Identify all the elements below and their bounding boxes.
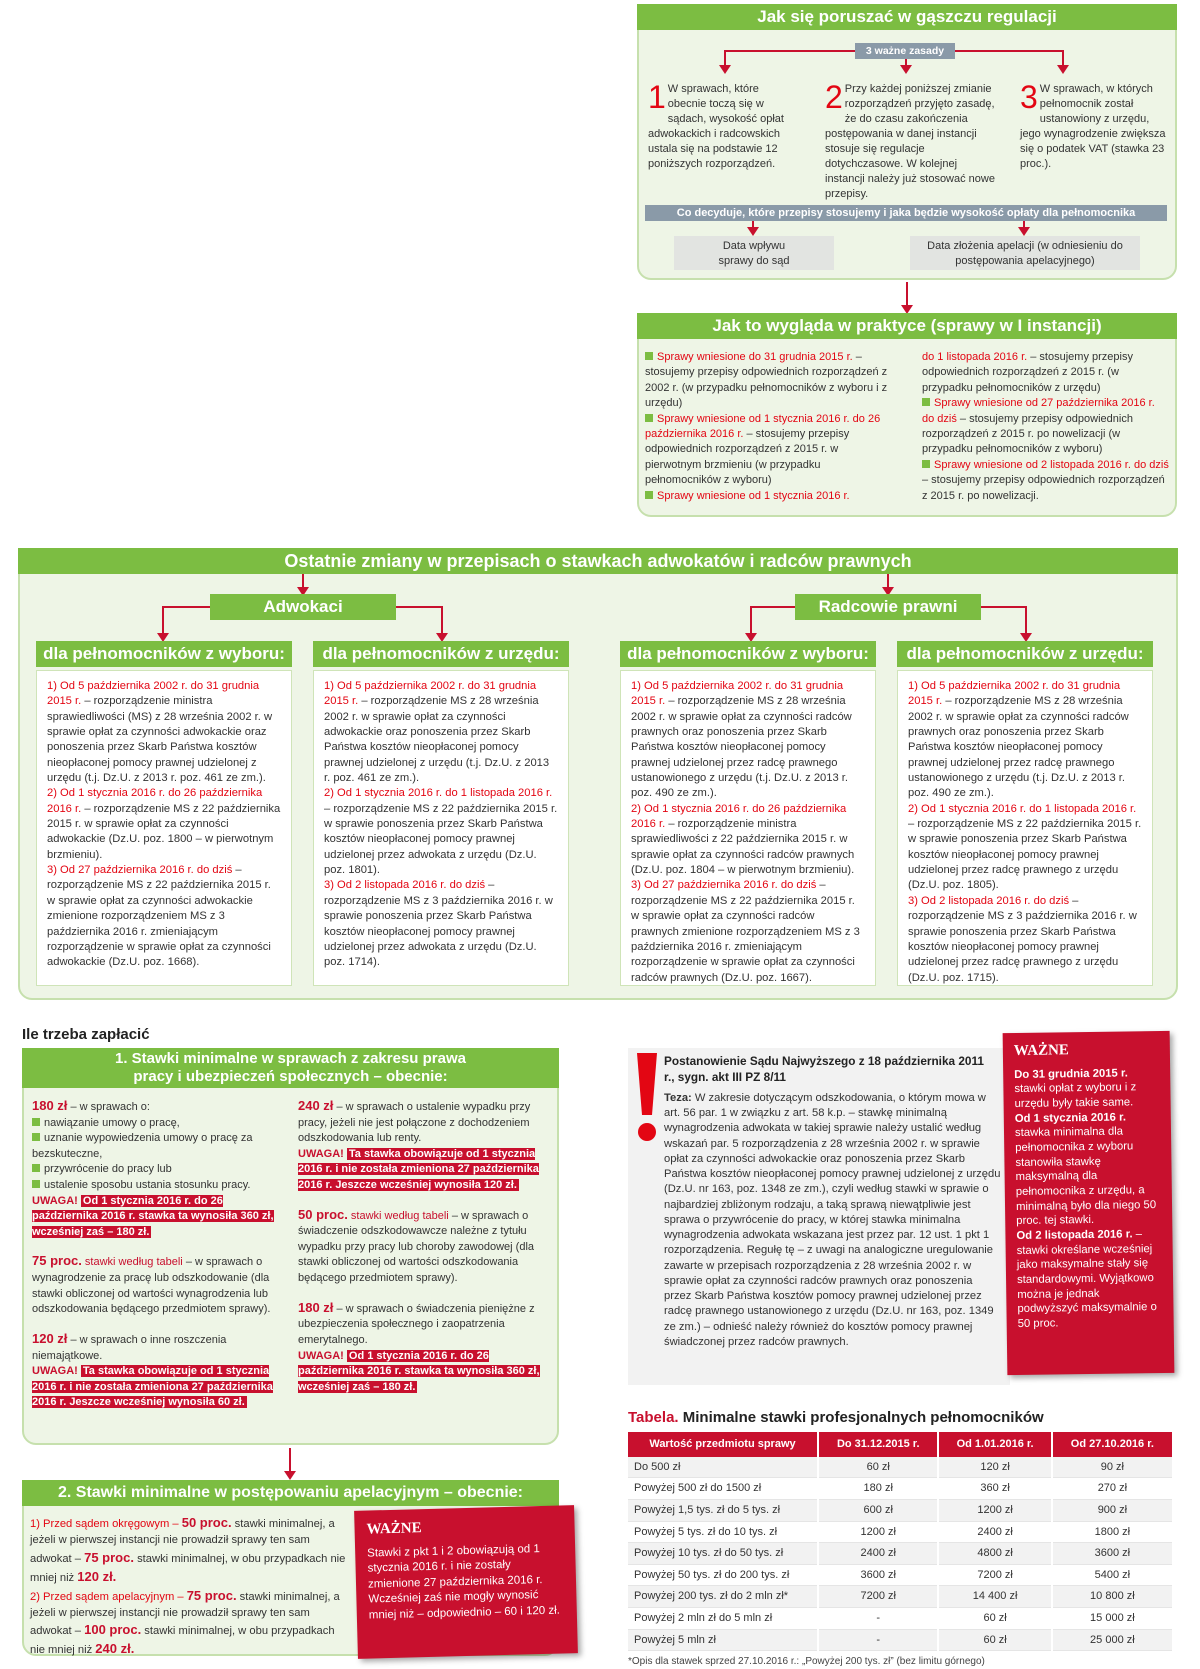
teza-label: Teza: bbox=[664, 1092, 692, 1104]
date-label: Od 1 stycznia 2016 r. bbox=[1014, 1110, 1127, 1125]
rate-text: – w sprawach o wynagrodzenie za pracę lub odszkodowanie (dla stawki obliczonej od wartości wynagrodzenia lub odszkodowania będącego przedmiotem sprawy). bbox=[32, 1256, 271, 1316]
rates-col-left bbox=[32, 1097, 277, 1411]
table-cell: 1200 zł bbox=[818, 1521, 938, 1543]
table-row bbox=[628, 1499, 1173, 1521]
bullet-icon bbox=[32, 1133, 40, 1141]
table-cell: 4800 zł bbox=[938, 1543, 1051, 1565]
connector bbox=[981, 606, 1026, 608]
arrow bbox=[905, 59, 907, 72]
column-header: Od 27.10.2016 r. bbox=[1052, 1432, 1173, 1457]
column-header: Do 31.12.2015 r. bbox=[818, 1432, 938, 1457]
table-title-text: Minimalne stawki profesjonalnych pełnomocników bbox=[678, 1409, 1044, 1426]
practice-col-right bbox=[922, 350, 1170, 504]
bullet-icon bbox=[645, 352, 653, 360]
regulation-text: – rozporządzenie MS z 28 września 2002 r. w sprawie opłat za czynności adwokackie oraz ponoszenia przez Skarb Państwa kosztów nieopłaconej pomocy prawnej udzielonej z urzędu (t.j. Dz.U. z 2013 r. poz. 461 ze zm.). bbox=[324, 695, 550, 785]
bullet-icon bbox=[32, 1118, 40, 1126]
rates-table bbox=[628, 1432, 1174, 1669]
rate-value: 240 zł bbox=[298, 1098, 334, 1113]
warning-text: Ta stawka obowiązuje od 1 stycznia 2016 r. i nie została zmieniona 27 października 2016 r. Jeszcze wcześniej wynosiła 120 zł. bbox=[298, 1147, 539, 1192]
table-footnote: *Opis dla stawek sprzed 27.10.2016 r.: „Powyżej 200 tys. zł” (bez limitu górnego) bbox=[628, 1656, 985, 1668]
table-cell: 60 zł bbox=[938, 1629, 1051, 1651]
table-cell: 1800 zł bbox=[1052, 1521, 1173, 1543]
table-row bbox=[628, 1586, 1173, 1608]
rate-value: 180 zł bbox=[32, 1098, 68, 1113]
table-row bbox=[628, 1629, 1173, 1651]
rule-2 bbox=[825, 79, 995, 202]
arrow bbox=[289, 1448, 291, 1478]
important-text: – stawki określane wcześniej jako maksymalne stały się standardowymi. Wyjątkowo można je jednak podwyższyć maksymalnie o 50 proc. bbox=[1016, 1228, 1157, 1330]
table-cell: 7200 zł bbox=[818, 1586, 938, 1608]
rate-text: stawki minimalnej, a jeżeli w pierwszej instancji nie prowadził sprawy ten sam adwokat – bbox=[30, 1590, 340, 1638]
bullet-icon bbox=[32, 1164, 40, 1172]
regulation-text: – rozporządzenie MS z 28 września 2002 r. w sprawie opłat za czynności radców prawnych oraz ponoszenia przez Skarb Państwa kosztów nieopłaconej pomocy prawnej udzielonej przez radcę prawnego ustanowionego z urzędu (t.j. Dz.U. z 2013 r. poz. 490 ze zm.). bbox=[631, 695, 852, 800]
rate-text: stawki minimalnej, w obu przypadkach nie mniej niż bbox=[30, 1625, 335, 1657]
radcowie-label: Radcowie prawni bbox=[795, 594, 981, 620]
period-label: 1) Od 5 października 2002 r. do 31 grudnia 2015 r. bbox=[908, 680, 1121, 708]
regulations-title: Jak się poruszać w gąszczu regulacji bbox=[637, 4, 1177, 30]
important-box-appeal bbox=[354, 1505, 578, 1659]
table-cell: Powyżej 2 mln zł do 5 mln zł bbox=[628, 1608, 818, 1630]
regulation-text: – rozporządzenie MS z 22 października 2015 r. w sprawie opłat za czynności adwokackie zmienione rozporządzeniem MS z 3 października 2016 r. zmieniającym rozporządzenie w sprawie opłat za czynności adwokackie (Dz.U. poz. 1668). bbox=[47, 864, 271, 969]
arrow bbox=[752, 221, 754, 234]
regulation-text: – rozporządzenie MS z 3 października 2016 r. w sprawie ponoszenia przez Skarb Państwa kosztów nieopłaconej pomocy prawnej udzielonej przez adwokata z urzędu (Dz.U. poz. 1714). bbox=[324, 879, 553, 969]
rate-text: – w sprawach o świadczenia pieniężne z ubezpieczenia społecznego i zaopatrzenia emerytalnego. bbox=[298, 1302, 535, 1346]
col-header-wybor: dla pełnomocników z wyboru: bbox=[36, 641, 292, 667]
connector bbox=[396, 606, 442, 608]
arrow bbox=[162, 606, 164, 640]
important-text: stawka minimalna dla pełnomocnika z wyboru stanowiła stawkę maksymalną dla pełnomocnika z urzędu, a minimalną było dla niego 50 proc. tej stawki. bbox=[1014, 1125, 1157, 1228]
warning-label: UWAGA! bbox=[298, 1147, 344, 1160]
column-header: Wartość przedmiotu sprawy bbox=[628, 1432, 818, 1457]
decide-label: Co decyduje, które przepisy stosujemy i jaka będzie wysokość opłaty dla pełnomocnika bbox=[645, 205, 1167, 221]
col-header-urzad: dla pełnomocników z urzędu: bbox=[313, 641, 569, 667]
table-cell: 90 zł bbox=[1052, 1457, 1173, 1478]
table-cell: 600 zł bbox=[818, 1499, 938, 1521]
list-item: uznanie wypowiedzenia umowy o pracę za bezskuteczne, bbox=[32, 1132, 253, 1160]
period-label: 3) Od 2 listopada 2016 r. do dziś bbox=[908, 894, 1070, 907]
important-title: WAŻNE bbox=[366, 1520, 422, 1538]
table-cell: - bbox=[818, 1629, 938, 1651]
warning-label: UWAGA! bbox=[298, 1349, 344, 1362]
arrow bbox=[441, 606, 443, 640]
important-box bbox=[1003, 1031, 1175, 1375]
table-cell: 180 zł bbox=[818, 1478, 938, 1500]
rule-text: W sprawach, w których pełnomocnik został ustanowiony z urzędu, jego wynagrodzenie zwiększa się o podatek VAT (stawka 23 proc.). bbox=[1020, 83, 1166, 170]
rule-text: Przy każdej poniższej zmianie rozporządzeń przyjęto zasadę, że do czasu zakończenia postępowania w danej instancji stosuje się regulacje dotychczasowe. W kolejnej instancji należy już stosować nowe przepisy. bbox=[825, 83, 995, 200]
regulation-text: – rozporządzenie MS z 22 października 2015 r. w sprawie opłat za czynności adwokackie (Dz.U. poz. 1800 – w pierwotnym brzmieniu). bbox=[47, 802, 281, 861]
table-cell: 10 800 zł bbox=[1052, 1586, 1173, 1608]
period-text: – stosujemy przepisy odpowiednich rozporządzeń z 2015 r. po nowelizacji. bbox=[922, 474, 1165, 502]
table-cell: Powyżej 10 tys. zł do 50 tys. zł bbox=[628, 1543, 818, 1565]
table-title-label: Tabela. bbox=[628, 1409, 679, 1426]
period-label: 1) Od 5 października 2002 r. do 31 grudnia 2015 r. bbox=[631, 680, 844, 708]
warning-label: UWAGA! bbox=[32, 1365, 78, 1378]
rate-label: stawki według tabeli bbox=[84, 1256, 183, 1269]
rate-value: 75 proc. bbox=[32, 1253, 82, 1269]
period-text: – stosujemy przepisy odpowiednich rozporządzeń z 2002 r. (w przypadku pełnomocników z wyboru i z urzędu) bbox=[645, 351, 888, 410]
bullet-icon bbox=[645, 491, 653, 499]
list-item: nawiązanie umowy o pracę, bbox=[44, 1116, 180, 1129]
adwokaci-wybor-list bbox=[36, 670, 292, 986]
date-label: Od 2 listopada 2016 r. bbox=[1016, 1228, 1133, 1242]
rules-connector bbox=[725, 50, 855, 52]
rate-value: 75 proc. bbox=[186, 1587, 237, 1603]
period-label: Sprawy wniesione do 31 grudnia 2015 r. bbox=[657, 351, 853, 363]
table-row bbox=[628, 1564, 1173, 1586]
adwokaci-label: Adwokaci bbox=[210, 594, 396, 620]
regulation-text: – rozporządzenie MS z 22 października 2015 r. w sprawie ponoszenia przez Skarb Państwa kosztów nieopłaconej pomocy prawnej udzielonej przez adwokata z urzędu (Dz.U. poz. 1801). bbox=[324, 802, 558, 877]
regulation-text: – rozporządzenie MS z 3 października 2016 r. w sprawie ponoszenia przez Skarb Państwa kosztów nieopłaconej pomocy prawnej udzielonej przez radcę prawnego z urzędu (Dz.U. poz. 1715). bbox=[908, 894, 1137, 984]
table-cell: Powyżej 50 tys. zł do 200 tys. zł bbox=[628, 1564, 818, 1586]
rule-number: 2 bbox=[825, 79, 843, 115]
arrow bbox=[302, 574, 304, 594]
table-title bbox=[628, 1408, 1044, 1428]
warning-text: Od 1 stycznia 2016 r. do 26 października 2016 r. stawka ta wynosiła 360 zł, wcześniej zaś – 180 zł. bbox=[298, 1349, 540, 1393]
period-label: 3) Od 2 listopada 2016 r. do dziś bbox=[324, 879, 486, 892]
period-label: 3) Od 27 października 2016 r. do dziś bbox=[631, 879, 817, 892]
period-label: 2) Od 1 stycznia 2016 r. do 1 listopada 2016 r. bbox=[324, 787, 553, 800]
bullet-icon bbox=[32, 1180, 40, 1188]
period-text: – stosujemy przepisy odpowiednich rozporządzeń z 2015 r. (w przypadku pełnomocników z urzędu) bbox=[922, 351, 1133, 394]
table-row bbox=[628, 1478, 1173, 1500]
adwokaci-urzad-list bbox=[313, 670, 569, 986]
arrow bbox=[1025, 606, 1027, 640]
arrow bbox=[724, 50, 726, 72]
period-text: – stosujemy przepisy odpowiednich rozporządzeń z 2015 r. po nowelizacji (w przypadku pełnomocników z wyboru) bbox=[922, 412, 1133, 456]
appeal-title: 2. Stawki minimalne w postępowaniu apelacyjnym – obecnie: bbox=[22, 1480, 559, 1506]
warning-text: Od 1 stycznia 2016 r. do 26 października 2016 r. stawka ta wynosiła 360 zł, wcześniej zaś – 180 zł. bbox=[32, 1194, 274, 1238]
appeal-text bbox=[30, 1514, 348, 1659]
period-label: 2) Od 1 stycznia 2016 r. do 26 października 2016 r. bbox=[631, 802, 847, 831]
period-label: 2) Od 1 stycznia 2016 r. do 26 października 2016 r. bbox=[47, 787, 263, 815]
important-text: stawki opłat z wyboru i z urzędu były takie same. bbox=[1014, 1081, 1137, 1110]
rate-label: 1) Przed sądem okręgowym – bbox=[30, 1518, 182, 1530]
list-item: przywrócenie do pracy lub bbox=[44, 1163, 172, 1176]
rate-value: 180 zł bbox=[298, 1299, 334, 1315]
rate-value: 120 zł bbox=[32, 1330, 68, 1346]
table-cell: 3600 zł bbox=[818, 1564, 938, 1586]
table-cell: 5400 zł bbox=[1052, 1564, 1173, 1586]
rate-text: – w sprawach o: bbox=[67, 1101, 150, 1113]
table-cell: 15 000 zł bbox=[1052, 1608, 1173, 1630]
period-label: Sprawy wniesione od 27 października 2016 r. do dziś bbox=[922, 397, 1155, 425]
rate-value: 120 zł. bbox=[77, 1568, 117, 1584]
rate-label: stawki według tabeli bbox=[350, 1209, 449, 1222]
regulation-text: – rozporządzenie MS z 22 października 2015 r. w sprawie opłat za czynności radców prawnych zmienione rozporządzeniem MS z 3 października 2016 r. zmieniającym rozporządzenie w sprawie opłat za czynności radców prawnych (Dz.U. poz. 1667). bbox=[631, 879, 860, 984]
regulation-text: – rozporządzenie ministra sprawiedliwości (MS) z 28 września 2002 r. w sprawie opłat za czynności adwokackie oraz ponoszenia przez Skarb Państwa kosztów nieopłaconej pomocy prawnej udzielonej z urzędu (t.j. Dz.U. z 2013 r. poz. 461 ze zm.). bbox=[47, 695, 273, 785]
rate-value: 100 proc. bbox=[84, 1622, 142, 1638]
important-title: WAŻNE bbox=[1013, 1042, 1069, 1060]
arrow bbox=[906, 282, 908, 312]
table-cell: Powyżej 5 mln zł bbox=[628, 1629, 818, 1651]
period-label: 2) Od 1 stycznia 2016 r. do 1 listopada 2016 r. bbox=[908, 802, 1137, 815]
bullet-icon bbox=[922, 398, 930, 406]
rules-connector bbox=[955, 50, 1063, 52]
column-header: Od 1.01.2016 r. bbox=[938, 1432, 1051, 1457]
rate-value: 50 proc. bbox=[181, 1515, 232, 1530]
radcowie-urzad-list bbox=[897, 670, 1153, 986]
table-cell: Powyżej 500 zł do 1500 zł bbox=[628, 1478, 818, 1500]
table-cell: 60 zł bbox=[818, 1457, 938, 1478]
rule-3 bbox=[1020, 79, 1170, 172]
period-label: 3) Od 27 października 2016 r. do dziś bbox=[47, 864, 233, 877]
col-header-urzad: dla pełnomocników z urzędu: bbox=[897, 641, 1153, 667]
rates-title: 1. Stawki minimalne w sprawach z zakresu prawa pracy i ubezpieczeń społecznych – obecnie: bbox=[22, 1048, 559, 1088]
table-cell: 1200 zł bbox=[938, 1499, 1051, 1521]
rules-label: 3 ważne zasady bbox=[855, 43, 955, 59]
warning-label: UWAGA! bbox=[32, 1194, 78, 1207]
period-text: – stosujemy przepisy odpowiednich rozporządzeń z 2015 r. w pierwotnym brzmieniu (w przypadku pełnomocników z wyboru) bbox=[645, 427, 850, 487]
period-label: Sprawy wniesione od 1 stycznia 2016 r. bbox=[657, 489, 850, 502]
rate-text: – w sprawach o ustalenie wypadku przy pracy, jeżeli nie jest połączone z dochodzeniem odszkodowania lub renty. bbox=[298, 1101, 531, 1145]
connector bbox=[750, 606, 795, 608]
table-cell: 7200 zł bbox=[938, 1564, 1051, 1586]
important-text: Stawki z pkt 1 i 2 obowiązują od 1 stycznia 2016 r. i nie zostały zmienione 27 października 2016 r. Wcześniej zaś nie mogły wynosić mniej niż – odpowiednio – 60 i 120 zł. bbox=[367, 1542, 561, 1622]
table-cell: 60 zł bbox=[938, 1608, 1051, 1630]
table-cell: Powyżej 200 tys. zł do 2 mln zł* bbox=[628, 1586, 818, 1608]
ruling-title: Postanowienie Sądu Najwyższego z 18 października 2011 r., sygn. akt III PZ 8/11 bbox=[664, 1054, 984, 1084]
connector bbox=[162, 606, 210, 608]
table-cell: 360 zł bbox=[938, 1478, 1051, 1500]
table-cell: 900 zł bbox=[1052, 1499, 1173, 1521]
table-cell: 14 400 zł bbox=[938, 1586, 1051, 1608]
table-row bbox=[628, 1521, 1173, 1543]
rule-number: 1 bbox=[648, 79, 666, 115]
rate-value: 50 proc. bbox=[298, 1206, 348, 1222]
rule-number: 3 bbox=[1020, 79, 1038, 115]
bullet-icon bbox=[922, 460, 930, 468]
pay-heading: Ile trzeba zapłacić bbox=[22, 1026, 150, 1043]
table-cell: Do 500 zł bbox=[628, 1457, 818, 1478]
col-header-wybor: dla pełnomocników z wyboru: bbox=[620, 641, 876, 667]
practice-title: Jak to wygląda w praktyce (sprawy w I instancji) bbox=[637, 313, 1177, 339]
rate-value: 240 zł. bbox=[95, 1641, 135, 1657]
warning-text: Ta stawka obowiązuje od 1 stycznia 2016 r. i nie została zmieniona 27 października 2016 r. Jeszcze wcześniej wynosiła 60 zł. bbox=[32, 1365, 273, 1409]
bullet-icon bbox=[645, 414, 653, 422]
list-item: ustalenie sposobu ustania stosunku pracy. bbox=[44, 1179, 251, 1192]
rate-text: – w sprawach o inne roszczenia niemajątkowe. bbox=[32, 1333, 227, 1362]
table-cell: 3600 zł bbox=[1052, 1543, 1173, 1565]
date-filed-box: Data wpływu sprawy do sąd bbox=[674, 236, 834, 270]
radcowie-wybor-list bbox=[620, 670, 876, 986]
changes-title: Ostatnie zmiany w przepisach o stawkach adwokatów i radców prawnych bbox=[18, 548, 1178, 574]
rule-text: W sprawach, które obecnie toczą się w sądach, wysokość opłat adwokackich i radcowskich ustala się na podstawie 12 poniższych rozporządzeń. bbox=[648, 83, 784, 170]
period-label: Sprawy wniesione od 2 listopada 2016 r. do dziś bbox=[934, 458, 1169, 471]
teza-text: W zakresie dotyczącym odszkodowania, o którym mowa w art. 56 par. 1 w związku z art. 58 k.p. – stawkę minimalną wynagrodzenia adwokata w takiej sprawie należy ustalić według wskazań par. 5 rozporządzenia z 28 września 2002 r. w sprawie opłat za czynności adwokackie oraz ponoszenia przez Skarb Państwa kosztów nieopłaconej pomocy prawnej udzielonej z urzędu (Dz.U. nr 163, poz. 1348 ze zm.), czyli według stawki w sprawie o najbardziej zbliżonym rodzaju, a taką sprawą niewątpliwie jest sprawa o przywrócenie do pracy, w której stawka minimalna wynagrodzenia adwokata wskazana jest przez par. 12 ust. 1 pkt 1 rozporządzenia. Regułę tę – z uwagi na analogiczne uregulowanie zawarte w przepisach rozporządzenia z 28 września 2002 r. w sprawie opłat za czynności radców prawnych oraz ponoszenia przez Skarb Państwa kosztów pomocy prawnej udzielonej przez radcę prawnego ustanowionego z urzędu (Dz.U. nr 163, poz. 1349 ze zm.) – odnieść należy również do kosztów pomocy prawnej świadczonej przez radców prawnych. bbox=[664, 1092, 1001, 1348]
rate-text: stawki minimalnej, a jeżeli w pierwszej instancji nie prowadził sprawy ten sam adwokat – bbox=[30, 1518, 335, 1565]
date-label: Do 31 grudnia 2015 r. bbox=[1014, 1066, 1128, 1081]
table-cell: 120 zł bbox=[938, 1457, 1051, 1478]
table-cell: 270 zł bbox=[1052, 1478, 1173, 1500]
rate-text: stawki minimalnej, w obu przypadkach nie mniej niż bbox=[30, 1552, 346, 1584]
rate-label: 2) Przed sądem apelacyjnym – bbox=[30, 1590, 187, 1603]
rate-text: – w sprawach o świadczenie odszkodowawcze należne z tytułu wypadku przy pracy lub choroby zawodowej (dla stawki obliczonej od wartości odszkodowania będącego przedmiotem sprawy). bbox=[298, 1209, 535, 1285]
table-cell: Powyżej 1,5 tys. zł do 5 tys. zł bbox=[628, 1499, 818, 1521]
ruling-text bbox=[636, 1091, 1001, 1350]
appeal-date-box: Data złożenia apelacji (w odniesieniu do postępowania apelacyjnego) bbox=[910, 236, 1140, 270]
table-cell: 25 000 zł bbox=[1052, 1629, 1173, 1651]
table-cell: Powyżej 5 tys. zł do 10 tys. zł bbox=[628, 1521, 818, 1543]
rule-1 bbox=[648, 79, 798, 172]
arrow bbox=[887, 574, 889, 594]
table-cell: - bbox=[818, 1608, 938, 1630]
period-label: 1) Od 5 października 2002 r. do 31 grudnia 2015 r. bbox=[47, 680, 260, 708]
regulation-text: – rozporządzenie MS z 28 września 2002 r. w sprawie opłat za czynności radców prawnych oraz ponoszenia przez Skarb Państwa kosztów nieopłaconej pomocy prawnej udzielonej przez radcę prawnego ustanowionego z urzędu (t.j. Dz.U. z 2013 r. poz. 490 ze zm.). bbox=[908, 695, 1129, 800]
period-label: 1) Od 5 października 2002 r. do 31 grudnia 2015 r. bbox=[324, 680, 537, 708]
table-cell: 2400 zł bbox=[818, 1543, 938, 1565]
arrow bbox=[750, 606, 752, 640]
table-row bbox=[628, 1543, 1173, 1565]
regulation-text: – rozporządzenie MS z 22 października 2015 r. w sprawie ponoszenia przez Skarb Państwa kosztów nieopłaconej pomocy prawnej udzielonej przez radcę prawnego z urzędu (Dz.U. poz. 1805). bbox=[908, 818, 1142, 892]
regulation-text: – rozporządzenie ministra sprawiedliwości z 22 października 2015 r. w sprawie opłat za czynności radców prawnych (Dz.U. poz. 1804 – w pierwotnym brzmieniu). bbox=[631, 818, 855, 877]
rates-col-right bbox=[298, 1097, 548, 1395]
period-label: do 1 listopada 2016 r. bbox=[922, 351, 1028, 363]
table-row bbox=[628, 1457, 1173, 1478]
arrow bbox=[1062, 50, 1064, 72]
arrow bbox=[1023, 221, 1025, 234]
practice-col-left bbox=[645, 350, 897, 504]
table-cell: 2400 zł bbox=[938, 1521, 1051, 1543]
period-label: Sprawy wniesione od 1 stycznia 2016 r. do 26 października 2016 r. bbox=[645, 412, 881, 440]
table-row bbox=[628, 1608, 1173, 1630]
rate-value: 75 proc. bbox=[84, 1549, 134, 1565]
